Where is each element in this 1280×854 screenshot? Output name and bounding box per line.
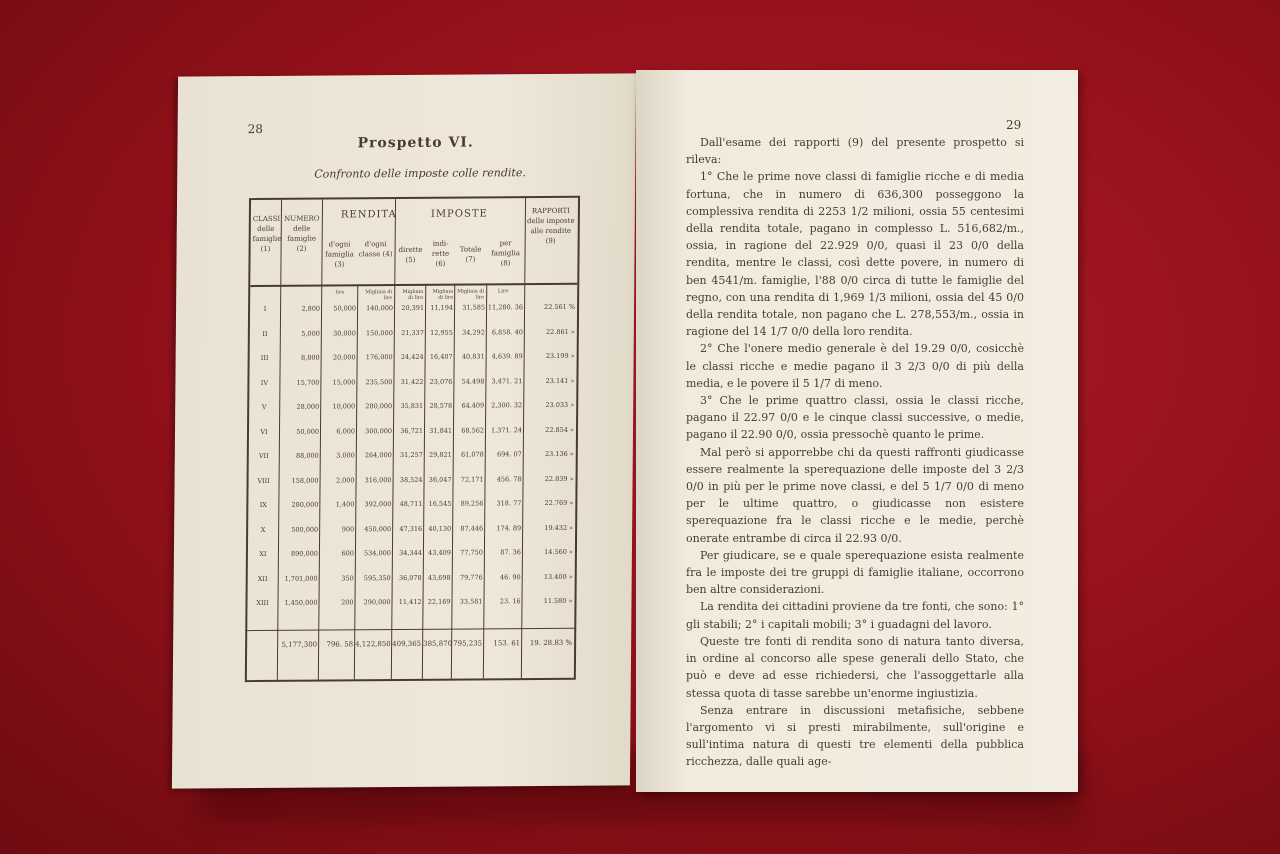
table-cell: 88,000 (296, 451, 319, 460)
table-row (249, 450, 576, 464)
table-cell: 33,581 (459, 597, 483, 606)
table-cell: 68,562 (461, 425, 485, 435)
table-cell: 10,000 (332, 402, 356, 411)
table-title: Prospetto VI. (357, 134, 474, 152)
table-row (249, 401, 576, 415)
table-cell: 47,316 (399, 524, 423, 533)
table-row (249, 376, 576, 390)
table-cell: 318. 77 (496, 499, 522, 508)
table-cell: 35,831 (400, 401, 424, 411)
table-cell: 600 (341, 549, 354, 558)
table-cell: XI (259, 549, 267, 559)
table-cell: 900 (341, 524, 355, 533)
table-cell: 46. 90 (499, 572, 521, 581)
table-cell: VIII (257, 476, 270, 485)
header-dirette: dirette (5) (398, 245, 423, 264)
table-cell: 19.432 » (544, 523, 574, 532)
table-cell: 6,858. 40 (491, 327, 523, 336)
table-cell: 20,391 (401, 303, 425, 313)
table-cell: 534,000 (364, 549, 391, 558)
table-cell: 158,000 (291, 476, 319, 485)
table-row (248, 523, 575, 537)
table-cell: 23.033 » (545, 400, 575, 410)
data-table (245, 196, 580, 682)
header-per-famiglia: per famiglia (8) (491, 239, 520, 268)
table-cell: 4,639. 89 (491, 352, 523, 361)
table-cell: 140,000 (366, 304, 394, 313)
paragraph: Mal però si apporrebbe chi da questi raffronti giudicasse essere realmente la sperequazione delle imposte del 3 2/3 0/0 in più per le prime nove classi, e del 5 1/7 0/0 di meno per le ultime quattro, o giudicasse non esistere sperequazione fra le classi ricche e le medie, perchè onerate entrambe di circa il 22.93 0/0. (686, 445, 1024, 545)
table-row (248, 499, 575, 513)
table-cell: 31,841 (429, 426, 453, 435)
body-text (686, 134, 1024, 771)
right-page (636, 70, 1078, 792)
paragraph: Queste tre fonti di rendita sono di natura tanto diversa, in ordine al concorso alle spese generali dello Stato, che può e deve ad esse richiedersi, che l'assoggettarle alla stessa quota di tasse sarebbe un'enorme ingiustizia. (686, 634, 1024, 700)
table-cell: 87. 36 (500, 548, 521, 557)
table-cell: 31,257 (400, 450, 423, 460)
table-cell: VII (258, 451, 269, 461)
table-cell: 456. 78 (496, 474, 522, 483)
table-cell: 1,400 (335, 500, 355, 509)
table-cell: 316,000 (364, 475, 392, 484)
table-cell: 23,076 (429, 377, 453, 386)
table-cell: 12,955 (430, 328, 453, 337)
table-cell: 1,450,000 (284, 598, 318, 607)
table-cell: 694. 07 (496, 450, 522, 459)
paragraph: Dall'esame dei rapporti (9) del presente prospetto si rileva: (686, 136, 1024, 167)
table-cell: 6,000 (336, 426, 356, 435)
table-cell: V (261, 402, 267, 411)
header-rendita-classe: d'ogni classe (4) (358, 240, 393, 259)
table-cell: 48,711 (399, 499, 423, 509)
table-cell: 11,194 (430, 303, 454, 312)
table-row (247, 597, 574, 611)
table-cell: 31,422 (400, 377, 424, 386)
table-cell: 450,000 (364, 524, 392, 533)
table-cell: 36,078 (398, 573, 422, 582)
table-cell: 22.769 » (544, 498, 574, 508)
page-number-right: 29 (1006, 118, 1022, 132)
table-cell: 16,407 (429, 352, 453, 361)
table-cell: 61,078 (461, 450, 484, 459)
table-cell: 2,800 (301, 304, 321, 313)
table-cell: 176,000 (365, 353, 393, 362)
table-cell: 22,169 (427, 597, 451, 606)
table-subtitle: Confronto delle imposte colle rendite. (314, 166, 526, 181)
table-cell: 500,000 (291, 525, 319, 534)
table-cell: 235,500 (365, 377, 393, 386)
table-cell: 11.580 » (543, 596, 573, 606)
header-rapporti: RAPPORTI delle imposte alle rendite (9) (526, 206, 575, 246)
table-header (250, 198, 578, 287)
table-cell: 264,000 (364, 451, 392, 460)
table-cell: 40,130 (428, 524, 452, 533)
table-cell: 50,000 (296, 427, 320, 436)
header-numero: NUMERO delle famiglie (2) (284, 214, 320, 253)
table-cell: 280,000 (291, 500, 319, 509)
table-cell: 174. 89 (496, 523, 522, 532)
table-cell: 890,000 (291, 549, 318, 558)
page-number-left: 28 (247, 122, 263, 137)
table-row (250, 303, 577, 317)
table-cell: 72,171 (460, 474, 484, 484)
table-cell: 22.561 % (544, 302, 576, 312)
table-cell: 29,821 (429, 450, 452, 459)
table-cell: X (260, 525, 266, 534)
table-cell: 36,047 (428, 475, 452, 484)
table-row (250, 327, 577, 341)
header-classi: CLASSI delle famiglie (1) (252, 214, 282, 254)
table-cell: 23.199 » (545, 351, 575, 361)
table-cell: 11,412 (398, 597, 422, 607)
table-cell: XIII (256, 598, 269, 608)
table-cell: 22.854 » (545, 425, 575, 434)
table-cell: 5,000 (301, 329, 320, 338)
table-cell: 40,831 (461, 352, 485, 361)
table-cell: 43,409 (428, 548, 451, 557)
table-cell: XII (257, 574, 268, 583)
table-cell: 200 (341, 598, 354, 607)
table-cell: 2,300. 32 (491, 401, 523, 410)
table-cell: 280,000 (365, 402, 393, 411)
table-cell: 36,721 (400, 426, 424, 435)
paragraph: Senza entrare in discussioni metafisiche, sebbene l'argomento vi si presti mirabilmente, sull'origine e sull'intima natura di questi tre elementi della pubblica ricchezza, dalle quali age- (686, 703, 1024, 769)
table-cell: 28,578 (429, 401, 453, 410)
header-imposte: IMPOSTE (430, 208, 488, 220)
paragraph: 2° Che l'onere medio generale è del 19.29 0/0, cosicchè le classi ricche e medie pagano il 3 2/3 0/0 di più della media, e le povere il 5 1/7 di meno. (686, 342, 1024, 390)
table-cell: 87,446 (460, 523, 484, 533)
table-cell: 11,280. 36 (487, 303, 524, 312)
table-cell: 15,000 (332, 377, 356, 387)
header-indirette: indi-rette (6) (431, 239, 450, 268)
table-cell: VI (260, 427, 268, 436)
table-cell: 290,000 (363, 598, 391, 607)
table-cell: IX (259, 500, 267, 510)
table-cell: 23.136 » (544, 449, 574, 459)
table-cell: 1,371. 24 (490, 425, 523, 434)
table-cell: 31,585 (462, 303, 486, 312)
table-cell: 8,800 (301, 353, 320, 362)
units-row: lire Migliaia di lire Migliaia di lire Migliaia di lire Migliaia di lire Lire (335, 288, 509, 302)
table-cell: 2,000 (335, 475, 355, 484)
table-cell: 13.400 » (543, 572, 573, 581)
table-cell: 350 (341, 573, 354, 582)
totals-row: 5,177,300 796. 58 4,122,850 409,365 385,870 795,235 153. 61 19. 28.83 % (247, 628, 574, 671)
table-cell: 22.861 » (546, 327, 575, 336)
table-row (249, 474, 576, 488)
table-cell: 595,350 (363, 573, 391, 582)
table-cell: 43,698 (427, 573, 451, 582)
table-cell: 21,337 (401, 328, 424, 337)
table-cell: 34,344 (399, 548, 422, 558)
header-rendita: RENDITA (340, 209, 397, 221)
table-row (249, 425, 576, 439)
table-cell: 22.839 » (544, 474, 574, 483)
table-cell: 20,000 (332, 353, 356, 362)
table-cell: 30,000 (333, 328, 356, 338)
paragraph: La rendita dei cittadini proviene da tre fonti, che sono: 1° gli stabili; 2° i capitali mobili; 3° i guadagni del lavoro. (686, 600, 1024, 631)
paragraph: 3° Che le prime quattro classi, ossia le classi ricche, pagano il 22.97 0/0 e le cinque classi successive, o medie, pagano il 22.90 0/0, ossia pressochè quanto le prime. (686, 394, 1024, 442)
table-cell: I (263, 304, 267, 313)
table-cell: 64,409 (461, 401, 485, 410)
table-cell: 15,700 (296, 378, 320, 387)
table-cell: 50,000 (333, 304, 357, 313)
table-cell: 77,750 (460, 548, 483, 557)
table-row (248, 572, 575, 586)
table-cell: 16,545 (428, 499, 452, 508)
table-cell: 3,000 (336, 451, 355, 460)
table-row (250, 352, 577, 366)
table-cell: 392,000 (364, 500, 392, 509)
header-rendita-famiglia: d'ogni famiglia (3) (325, 240, 354, 269)
table-cell: 79,776 (459, 572, 483, 582)
table-cell: 38,524 (399, 475, 423, 484)
paragraph: 1° Che le prime nove classi di famiglie ricche e di media fortuna, che in numero di 636,300 posseggono la complessiva rendita di 2253 1/2 milioni, ossia 55 centesimi della rendita totale, pagano in complesso L. 516,682/m., ossia, in ragione del 22.929 0/0, quasi il 23 0/0 della rendita, mentre le classi, così dette povere, in numero di ben 4541/m. famiglie, l'88 0/0 circa di tutte le famiglie del regno, con una rendita di 1,969 1/3 milioni, ossia del 45 0/0 della rendita totale, non pagano che L. 278,553/m., ossia in ragione del 14 1/7 0/0 della loro rendita. (686, 170, 1024, 339)
header-totale: Totale (7) (459, 245, 482, 264)
table-cell: 54,498 (461, 376, 485, 386)
table-cell: 28,000 (296, 402, 320, 411)
table-cell: II (262, 329, 268, 338)
table-cell: IV (260, 378, 269, 387)
table-cell: 34,292 (462, 327, 485, 337)
table-cell: 23. 16 (499, 597, 521, 606)
table-cell: 89,256 (460, 499, 484, 508)
paragraph: Per giudicare, se e quale sperequazione esista realmente fra le imposte dei tre gruppi di famiglie italiane, occorrono ben altre considerazioni. (686, 548, 1024, 597)
table-cell: 1,701,000 (284, 574, 318, 583)
table-row (248, 548, 575, 562)
table-cell: III (260, 353, 269, 363)
table-cell: 24,424 (400, 352, 424, 362)
table-cell: 300,000 (365, 426, 393, 435)
left-page (172, 73, 636, 788)
table-cell: 23.141 » (545, 376, 575, 385)
table-cell: 14.560 » (544, 547, 573, 557)
table-cell: 3,471. 21 (491, 376, 523, 385)
table-cell: 150,000 (365, 328, 393, 337)
